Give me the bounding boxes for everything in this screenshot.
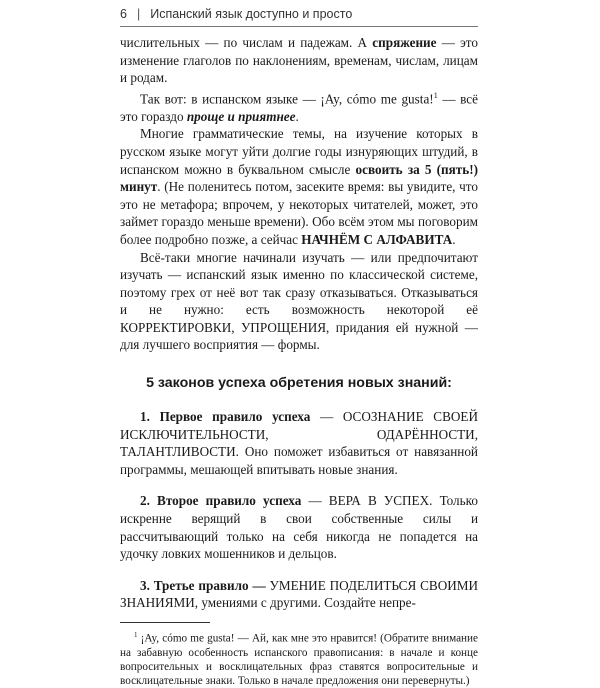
- rule-1-label: 1. Первое правило успеха: [140, 409, 311, 425]
- footnote-rule: [120, 622, 210, 623]
- footnote-mark: 1: [134, 631, 138, 640]
- term-conjugation: спряжение: [372, 35, 437, 50]
- header-rule: [120, 26, 478, 27]
- section-title: 5 законов успеха обретения новых знаний:: [146, 375, 452, 392]
- running-title: Испанский язык доступно и просто: [150, 7, 353, 21]
- rule-1-text: — ОСОЗНАНИЕ СВОЕЙ ИСКЛЮЧИТЕЛЬНОСТИ, ОДАРЁННОСТИ, ТАЛАНТЛИВОСТИ. Оно поможет избавиться от навязанной программы, мешающей впитывать новые знания.: [120, 409, 478, 477]
- footnote: [120, 628, 478, 688]
- p2-text-c: .: [295, 108, 299, 124]
- rule-3: [120, 577, 478, 612]
- rule-3-text: УМЕНИЕ ПОДЕЛИТЬСЯ СВОИМИ ЗНАНИЯМИ, умениями с другими. Создайте непре-: [120, 577, 478, 611]
- rule-2-label: 2. Второе правило успеха: [140, 493, 302, 509]
- paragraph-classic-system: Всё-таки многие начинали изучать — или предпочитают изучать — испанский язык именно по классической системе, поэтому грех от неё вот так сразу отказываться. Отказываться и не нужно: есть возможность некоторой её КОРРЕКТИРОВКИ, УПРОЩЕНИЯ, придания ей нужной — для лучшего восприятия — формы.: [120, 249, 478, 353]
- running-header: [120, 4, 490, 24]
- p3-text-c: .: [452, 231, 456, 247]
- phrase-simpler-nicer: проще и приятнее: [186, 108, 296, 124]
- rule-1: [120, 408, 478, 478]
- paragraph-declension: [120, 34, 478, 87]
- footnote-ref: 1: [433, 90, 438, 100]
- paragraph-simpler: [120, 87, 478, 126]
- rule-2: [120, 492, 478, 562]
- p1-text-b: — это изменение глаголов по наклонениям, временам, числам, лицам и родам.: [120, 35, 478, 86]
- p2-text-a: Так вот: в испанском языке — ¡Ay, cómo me gusta!: [140, 91, 434, 107]
- phrase-five-minutes: освоить за 5 (пять!) минут: [120, 161, 479, 195]
- rule-3-label: 3. Третье правило —: [140, 577, 266, 593]
- footnote-text: ¡Ay, cómo me gusta! — Ай, как мне это нравится! (Обратите внимание на забавную особенность испанского правописания: в начале и конце вопросительных и восклицательных фраз ставятся вопросительные и восклицательные знаки. Только в начале предложения они перевернуты.): [120, 632, 478, 687]
- paragraph-grammar-topics: [120, 125, 478, 248]
- page-number: 6: [120, 7, 127, 21]
- rule-2-text: — ВЕРА В УСПЕХ. Только искренне верящий в свои собственные силы и рассчитывающий только на себя никогда не попадется на удочку ловких мошенников и дельцов.: [120, 493, 478, 562]
- p1-text-a: числительных — по числам и падежам. А: [120, 35, 373, 50]
- p3-text-b: . (Не поленитесь потом, засеките время: вы увидите, что это не метафора; впрочем, у некоторых читателей, может, это займет гораздо меньше времени). Обо всём этом мы поговорим более подробно позже, а сейчас: [120, 179, 478, 247]
- p3-text-a: Многие грамматические темы, на изучение которых в русском языке могут уйти долгие годы изнуряющих штудий, в испанском можно в буквальном смысле: [120, 126, 478, 177]
- page-body: [120, 34, 478, 688]
- p2-text-b: — всё это гораздо: [120, 91, 478, 124]
- phrase-alphabet: НАЧНЁМ С АЛФАВИТА: [301, 231, 453, 247]
- header-separator: |: [136, 7, 141, 21]
